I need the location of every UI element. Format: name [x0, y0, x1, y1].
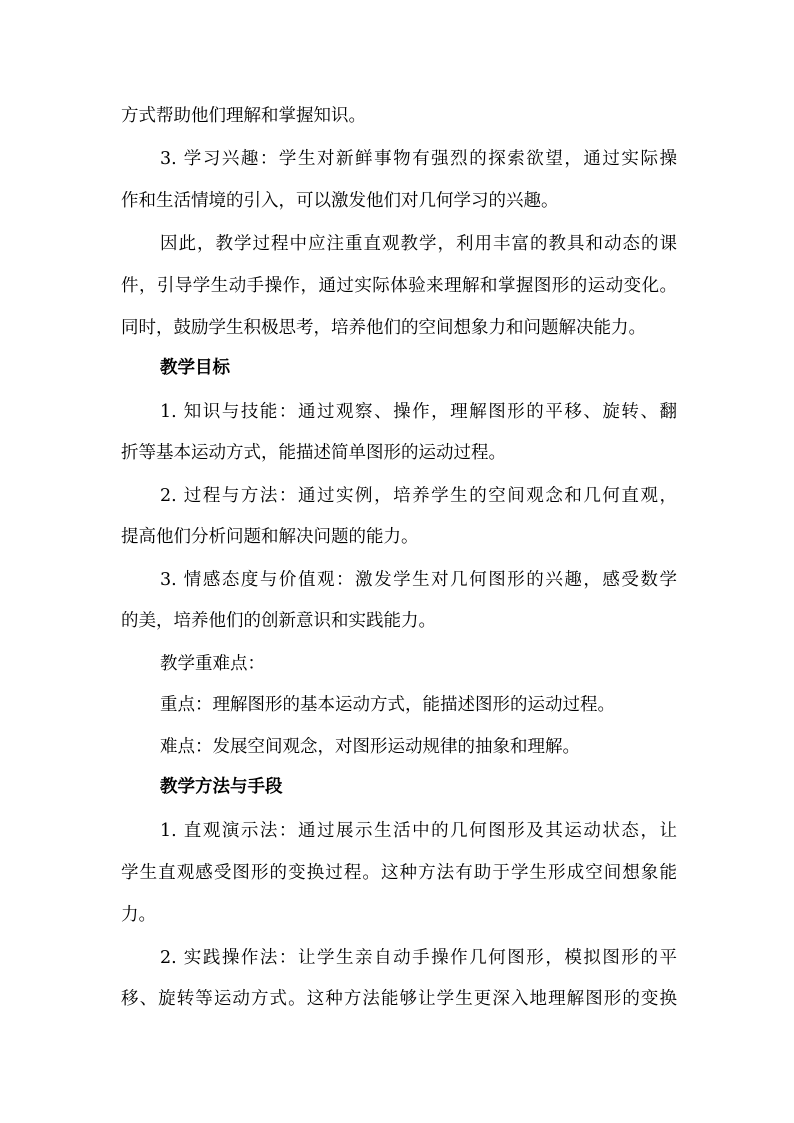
paragraph-line: 力。 — [121, 905, 156, 925]
paragraph-line: 难点：发展空间观念，对图形运动规律的抽象和理解。 — [160, 737, 580, 757]
paragraph-line: 折等基本运动方式，能描述简单图形的运动过程。 — [121, 443, 506, 463]
paragraph-line: 2. 过程与方法：通过实例，培养学生的空间观念和几何直观， — [160, 486, 677, 506]
section-heading-methods: 教学方法与手段 — [160, 777, 283, 797]
paragraph-line: 3. 情感态度与价值观：激发学生对几何图形的兴趣，感受数学 — [160, 570, 677, 590]
section-heading-objectives: 教学目标 — [160, 358, 230, 378]
paragraph-line: 作和生活情境的引入，可以激发他们对几何学习的兴趣。 — [121, 191, 559, 211]
paragraph-line: 1. 直观演示法：通过展示生活中的几何图形及其运动状态，让 — [160, 821, 677, 841]
paragraph-line: 1. 知识与技能：通过观察、操作，理解图形的平移、旋转、翻 — [160, 402, 677, 422]
paragraph-line: 学生直观感受图形的变换过程。这种方法有助于学生形成空间想象能 — [121, 863, 677, 883]
paragraph-line: 件，引导学生动手操作，通过实际体验来理解和掌握图形的运动变化。 — [121, 276, 677, 296]
paragraph-line: 2. 实践操作法：让学生亲自动手操作几何图形，模拟图形的平 — [160, 948, 677, 968]
paragraph-line: 同时，鼓励学生积极思考，培养他们的空间想象力和问题解决能力。 — [121, 318, 646, 338]
paragraph-line: 提高他们分析问题和解决问题的能力。 — [121, 527, 419, 547]
paragraph-line: 的美，培养他们的创新意识和实践能力。 — [121, 611, 436, 631]
subheading-key-points: 教学重难点： — [160, 654, 265, 674]
paragraph-line: 3. 学习兴趣：学生对新鲜事物有强烈的探索欲望，通过实际操 — [160, 149, 677, 169]
paragraph-line: 移、旋转等运动方式。这种方法能够让学生更深入地理解图形的变换 — [121, 989, 677, 1009]
paragraph-line: 方式帮助他们理解和掌握知识。 — [121, 106, 366, 126]
paragraph-line: 因此，教学过程中应注重直观教学，利用丰富的教具和动态的课 — [160, 234, 677, 254]
paragraph-line: 重点：理解图形的基本运动方式，能描述图形的运动过程。 — [160, 695, 615, 715]
